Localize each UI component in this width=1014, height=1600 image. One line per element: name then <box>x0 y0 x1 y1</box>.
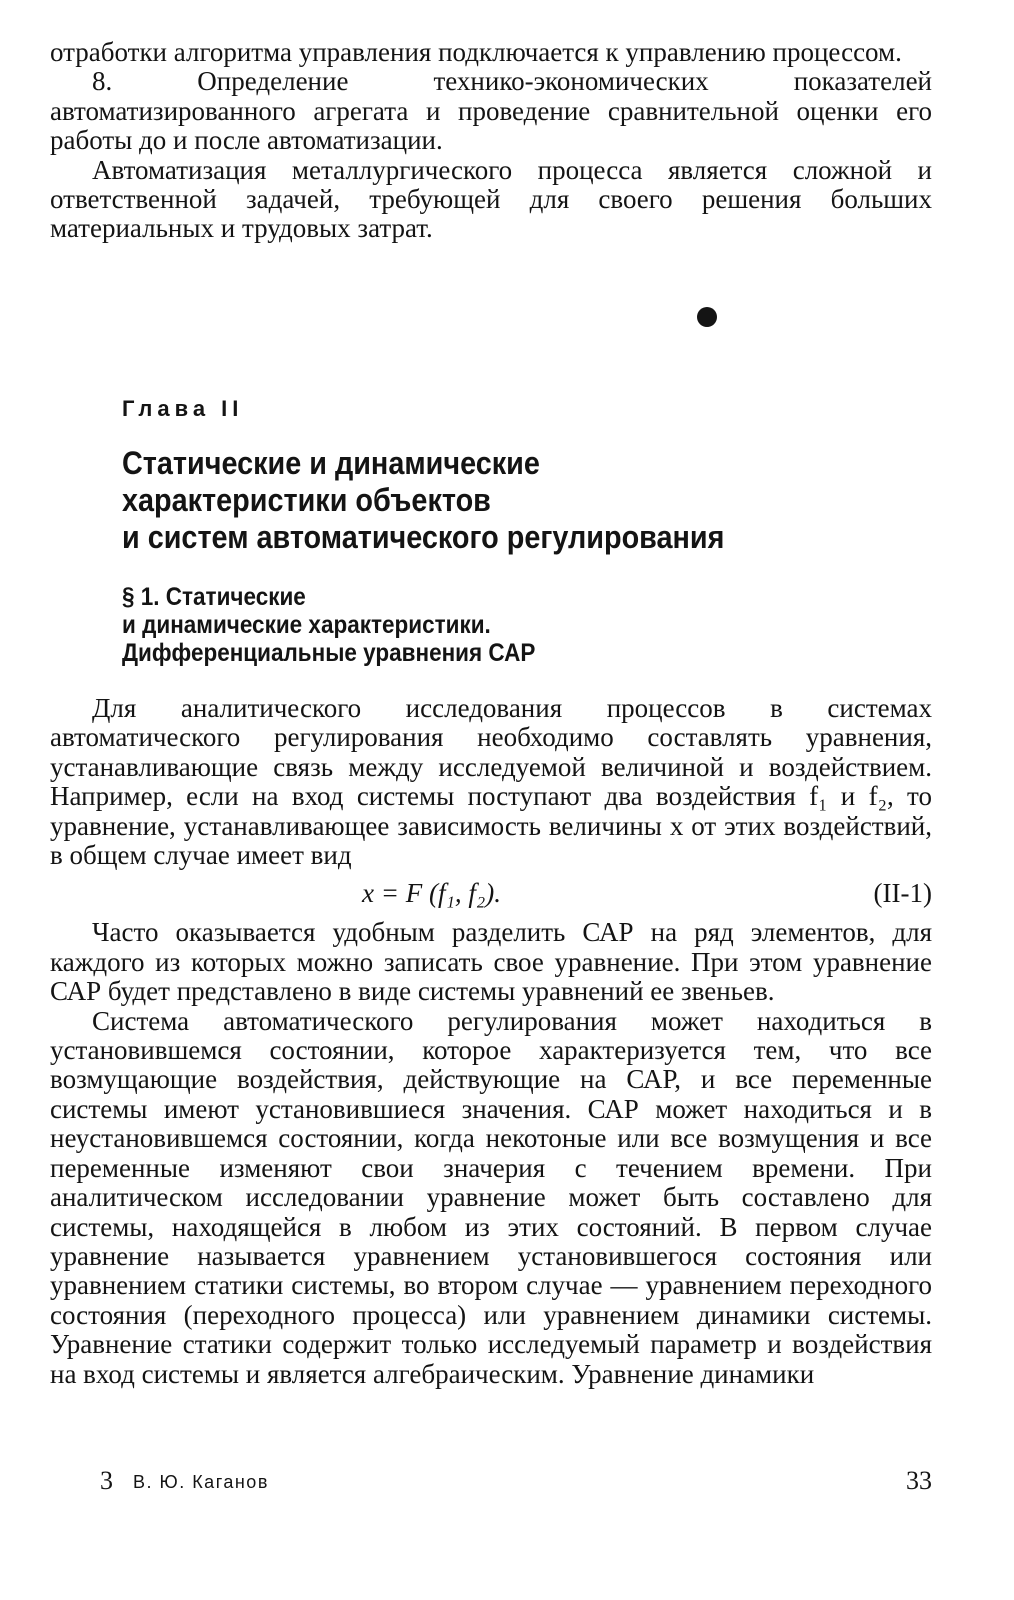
section-title <box>122 583 752 667</box>
lead-paragraph-conclusion: Автоматизация металлургического процесса является сложной и ответственной задачей, требующей для своего решения больших материальных и трудовых затрат. <box>50 154 932 244</box>
lead-paragraph-continuation: отработки алгоритма управления подключается к управлению процессом. <box>50 37 902 67</box>
page-number: 33 <box>906 1466 932 1495</box>
signature-mark: 3 <box>100 1466 113 1495</box>
body-paragraph-states: Система автоматического регулирования может находиться в установившемся состоянии, которое характеризуется тем, что все возмущающие воздействия, действующие на САР, и все переменные системы имеют установившиеся значения. САР может находиться и в неустановившемся состоянии, когда некотоные или все возмущения и все переменные изменяют свои значерия с течением времени. При аналитическом исследовании уравнение может быть составлено для системы, находящейся в любом из этих состояний. В первом случае уравнение называется уравнением установившегося состояния или уравнением статики системы, во втором случае — уравнением переходного состояния (переходного процесса) или уравнением динамики системы. Уравнение статики содержит только исследуемый параметр и воздействия на вход системы и является алгебраическим. Уравнение динамики <box>50 1005 932 1389</box>
formula-number: (II-1) <box>873 878 932 909</box>
chapter-title-line: и систем автоматического регулирования <box>122 519 725 555</box>
section-title-line: и динамические характеристики. <box>122 611 491 639</box>
section-title-line: § 1. Статические <box>122 583 306 611</box>
lead-paragraph-item-8: 8. Определение технико-экономических показателей автоматизированного агрегата и проведение сравнительной оценки его работы до и после автоматизации. <box>50 66 932 156</box>
lead-text-block <box>50 38 932 244</box>
page-footer <box>100 1466 932 1498</box>
chapter-label: Глава II <box>122 396 244 421</box>
body-paragraph-intro: Для аналитического исследования процессов в системах автоматического регулирования необходимо составлять уравнения, устанавливающие связь между исследуемой величиной и воздействием. Например, если на вход системы поступают два воздействия f₁ и f₂, то уравнение, устанавливающее зависимость величины x от этих воздействий, в общем случае имеет вид <box>50 693 932 871</box>
formula-line <box>50 874 932 912</box>
chapter-title <box>122 445 842 556</box>
section-title-line: Дифференциальные уравнения САР <box>122 639 536 667</box>
body-paragraph-elements: Часто оказывается удобным разделить САР на ряд элементов, для каждого из которых можно записать свое уравнение. При этом уравнение САР будет представлено в виде системы уравнений ее звеньев. <box>50 917 932 1007</box>
footer-author: В. Ю. Каганов <box>133 1472 269 1492</box>
formula-expression: x = F (f₁, f₂). <box>362 878 501 909</box>
bullet-ornament <box>697 307 717 327</box>
chapter-title-line: Статические и динамические <box>122 445 540 481</box>
chapter-title-line: характеристики объектов <box>122 482 491 518</box>
body-text-block <box>50 694 932 1389</box>
